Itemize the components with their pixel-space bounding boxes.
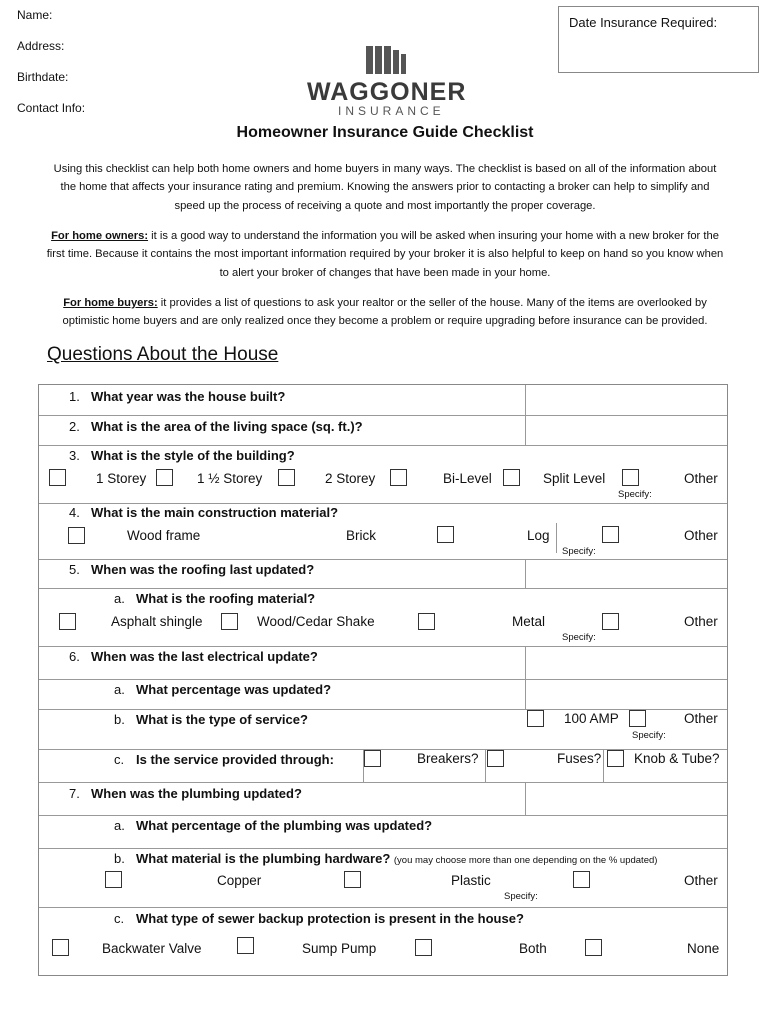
question-5a	[114, 591, 315, 606]
question-7c-text: What type of sewer backup protection is present in the house?	[136, 911, 524, 926]
question-1	[69, 389, 285, 404]
home-owners-heading: For home owners:	[51, 230, 149, 242]
checkbox-1-storey[interactable]	[49, 469, 66, 486]
option-backwater-valve: Backwater Valve	[102, 941, 202, 956]
question-4-text: What is the main construction material?	[91, 505, 339, 520]
question-5-number: 5.	[69, 562, 80, 577]
intro-paragraph: Using this checklist can help both home owners and home buyers in many ways. The checklist is based on all of the information about the home that affects your insurance rating and premium. Knowing the answers prior to contacting a broker can help to simplify and speed up the process of receiving a quote and most importantly the proper coverage.	[53, 163, 717, 212]
answer-living-area[interactable]	[526, 416, 727, 445]
specify-roofing-label: Specify:	[562, 632, 596, 643]
answer-year-built[interactable]	[526, 386, 727, 415]
log-checkbox-edge	[556, 523, 557, 553]
question-7b-number: b.	[114, 851, 125, 866]
option-copper: Copper	[217, 873, 262, 888]
checkbox-bi-level[interactable]	[390, 469, 407, 486]
question-5a-number: a.	[114, 591, 125, 606]
answer-electrical-update[interactable]	[526, 646, 727, 678]
question-1-text: What year was the house built?	[91, 389, 286, 404]
home-owners-paragraph	[45, 227, 725, 282]
option-sump-pump: Sump Pump	[302, 941, 377, 956]
question-6b-number: b.	[114, 712, 125, 727]
checkbox-metal[interactable]	[418, 613, 435, 630]
specify-service-label: Specify:	[632, 730, 666, 741]
checkbox-asphalt-shingle[interactable]	[59, 613, 76, 630]
question-6a-number: a.	[114, 682, 125, 697]
option-none: None	[687, 941, 720, 956]
question-5-text: When was the roofing last updated?	[91, 562, 315, 577]
question-6a	[114, 682, 331, 697]
question-7c-number: c.	[114, 911, 125, 926]
option-style-other: Other	[684, 471, 718, 486]
option-1-storey: 1 Storey	[96, 471, 147, 486]
question-6c	[114, 752, 334, 767]
option-both: Both	[519, 941, 547, 956]
option-asphalt-shingle: Asphalt shingle	[111, 614, 203, 629]
checkbox-service-other[interactable]	[629, 710, 646, 727]
option-bi-level: Bi-Level	[443, 471, 492, 486]
question-7a-text: What percentage of the plumbing was updated?	[136, 818, 433, 833]
question-5	[69, 562, 314, 577]
question-6a-text: What percentage was updated?	[136, 682, 332, 697]
birthdate-label: Birthdate:	[17, 70, 69, 84]
checkbox-breakers[interactable]	[364, 750, 381, 767]
checkbox-brick[interactable]	[437, 526, 454, 543]
question-6b	[114, 712, 308, 727]
option-wood-frame: Wood frame	[127, 528, 201, 543]
question-6c-number: c.	[114, 752, 125, 767]
option-1-5-storey: 1 ½ Storey	[197, 471, 263, 486]
option-2-storey: 2 Storey	[325, 471, 376, 486]
question-7b-note: (you may choose more than one depending on the % updated)	[393, 855, 658, 866]
option-wood-cedar-shake: Wood/Cedar Shake	[257, 614, 375, 629]
checkbox-fuses[interactable]	[487, 750, 504, 767]
specify-construction-label: Specify:	[562, 546, 596, 557]
option-brick: Brick	[346, 528, 376, 543]
specify-plumbing-label: Specify:	[504, 891, 538, 902]
option-100-amp: 100 AMP	[564, 711, 619, 726]
checkbox-plumbing-other[interactable]	[573, 871, 590, 888]
question-7-number: 7.	[69, 786, 80, 801]
page-title: Homeowner Insurance Guide Checklist	[236, 124, 534, 141]
checkbox-knob-tube[interactable]	[607, 750, 624, 767]
name-label: Name:	[17, 8, 53, 22]
question-7b	[114, 851, 657, 866]
checkbox-plastic[interactable]	[344, 871, 361, 888]
question-1-number: 1.	[69, 389, 80, 404]
logo-subtitle: INSURANCE	[338, 104, 445, 118]
answer-plumbing-updated[interactable]	[526, 782, 727, 814]
home-buyers-paragraph	[45, 294, 725, 331]
question-6	[69, 649, 318, 664]
checkbox-100-amp[interactable]	[527, 710, 544, 727]
option-roofing-other: Other	[684, 614, 718, 629]
checkbox-backwater-valve[interactable]	[52, 939, 69, 956]
waggoner-logo-icon	[366, 46, 406, 79]
question-6-text: When was the last electrical update?	[91, 649, 318, 664]
question-7c	[114, 911, 524, 926]
home-buyers-heading: For home buyers:	[63, 297, 158, 309]
checkbox-style-other[interactable]	[622, 469, 639, 486]
question-4-number: 4.	[69, 505, 80, 520]
option-split-level: Split Level	[543, 471, 606, 486]
checkbox-roofing-other[interactable]	[602, 613, 619, 630]
option-fuses: Fuses?	[557, 751, 602, 766]
checkbox-wood-cedar-shake[interactable]	[221, 613, 238, 630]
checkbox-both[interactable]	[415, 939, 432, 956]
home-owners-text: it is a good way to understand the information you will be asked when insuring your home with a new broker for the first time. Because it contains the most important information required by your broker it is also helpful to keep on hand so you know when to alert your broker of changes that have been made in your home.	[46, 230, 724, 279]
checkbox-copper[interactable]	[105, 871, 122, 888]
question-3-text: What is the style of the building?	[91, 448, 295, 463]
question-7	[69, 786, 302, 801]
checkbox-sump-pump[interactable]	[237, 937, 254, 954]
answer-electrical-percentage[interactable]	[526, 679, 727, 708]
option-plumbing-other: Other	[684, 873, 718, 888]
question-7-text: When was the plumbing updated?	[91, 786, 302, 801]
checkbox-split-level[interactable]	[503, 469, 520, 486]
question-6-number: 6.	[69, 649, 80, 664]
question-7a	[114, 818, 432, 833]
question-4	[69, 505, 338, 520]
home-buyers-text: it provides a list of questions to ask your realtor or the seller of the house. Many of the items are overlooked by optimistic home buyers and are only realized once they become a problem or require upgrading before insurance can be provided.	[62, 297, 708, 328]
question-6c-text: Is the service provided through:	[136, 752, 334, 767]
option-breakers: Breakers?	[417, 751, 479, 766]
checkbox-wood-frame[interactable]	[68, 527, 85, 544]
question-7a-number: a.	[114, 818, 125, 833]
date-insurance-required-field[interactable]	[558, 6, 759, 73]
checkbox-2-storey[interactable]	[278, 469, 295, 486]
section-title: Questions About the House	[47, 344, 279, 365]
question-7b-text: What material is the plumbing hardware?	[136, 851, 391, 866]
address-label: Address:	[17, 39, 65, 53]
checkbox-1-5-storey[interactable]	[156, 469, 173, 486]
question-3-number: 3.	[69, 448, 80, 463]
contact-info-label: Contact Info:	[17, 101, 86, 115]
option-service-other: Other	[684, 711, 718, 726]
question-5a-text: What is the roofing material?	[136, 591, 316, 606]
option-plastic: Plastic	[451, 873, 491, 888]
date-insurance-required-label: Date Insurance Required:	[569, 15, 718, 30]
option-metal: Metal	[512, 614, 546, 629]
question-6b-text: What is the type of service?	[136, 712, 308, 727]
checkbox-none[interactable]	[585, 939, 602, 956]
option-construction-other: Other	[684, 528, 718, 543]
logo-wordmark: WAGGONER	[307, 78, 467, 106]
question-2	[69, 419, 363, 434]
specify-style-label: Specify:	[618, 489, 652, 500]
answer-roofing-updated[interactable]	[526, 559, 727, 587]
checkbox-construction-other[interactable]	[602, 526, 619, 543]
question-2-text: What is the area of the living space (sq. ft.)?	[91, 419, 363, 434]
question-3	[69, 448, 295, 463]
option-log: Log	[527, 528, 550, 543]
option-knob-tube: Knob & Tube?	[634, 751, 720, 766]
question-2-number: 2.	[69, 419, 80, 434]
